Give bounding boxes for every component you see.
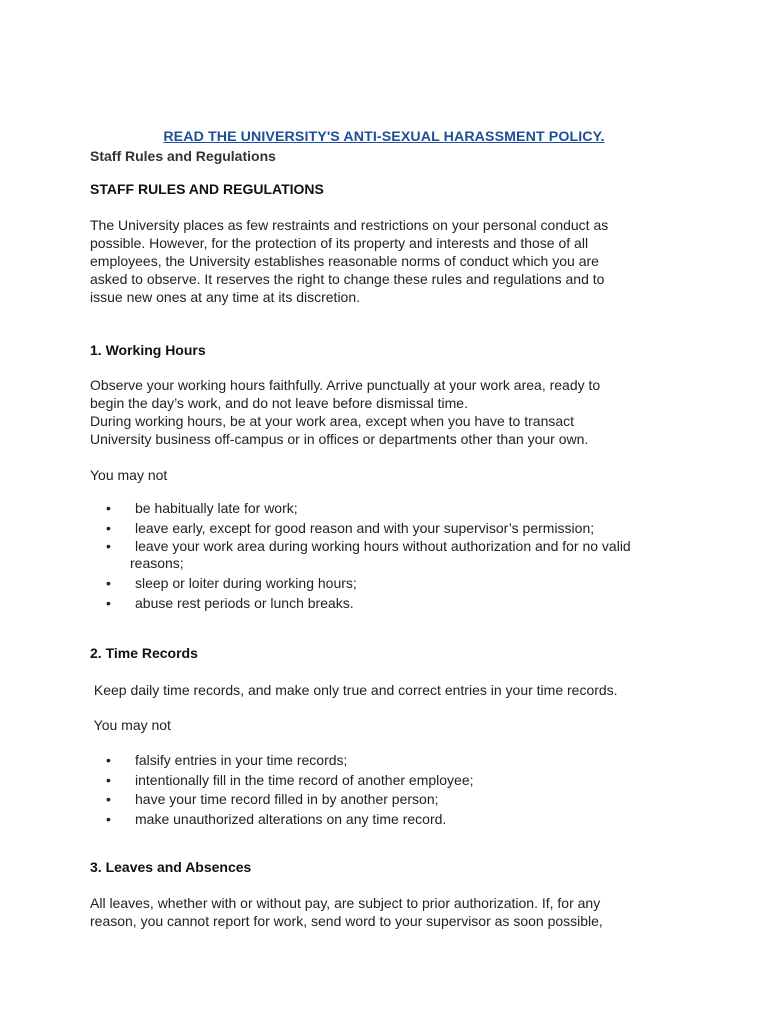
bullet-icon: • (106, 500, 111, 516)
bullet-icon: • (106, 791, 111, 807)
bullet-icon: • (106, 752, 111, 768)
section-heading-time-records: 2. Time Records (90, 645, 198, 661)
working-hours-bullet-list (90, 499, 631, 613)
bullet-icon: • (106, 538, 111, 554)
section-heading-leaves-absences: 3. Leaves and Absences (90, 859, 252, 875)
bullet-icon: • (106, 771, 111, 788)
list-item: • make unauthorized alterations on any time record. (90, 810, 474, 830)
anti-harassment-policy-link[interactable]: READ THE UNIVERSITY'S ANTI-SEXUAL HARASSMENT POLICY. (163, 129, 605, 145)
paragraph-line: Observe your working hours faithfully. Arrive punctually at your work area, ready to (90, 377, 601, 393)
leaves-paragraph (90, 894, 680, 930)
intro-paragraph (90, 216, 680, 306)
subheading: Staff Rules and Regulations (90, 148, 276, 164)
intro-line: possible. However, for the protection of its property and interests and those of all (90, 235, 589, 251)
bullet-icon: • (106, 810, 111, 827)
intro-line: issue new ones at any time at its discretion. (90, 289, 361, 305)
list-item: • intentionally fill in the time record of another employee; (90, 771, 474, 791)
list-item: • falsify entries in your time records; (90, 751, 474, 771)
paragraph-line: begin the day’s work, and do not leave before dismissal time. (90, 395, 468, 411)
paragraph-line: University business off-campus or in offices or departments other than your own. (90, 431, 589, 447)
intro-line: The University places as few restraints and restrictions on your personal conduct as (90, 217, 609, 233)
list-item: • have your time record filled in by another person; (90, 790, 474, 810)
list-item: • leave early, except for good reason and with your supervisor’s permission; (90, 519, 631, 539)
paragraph-line: reason, you cannot report for work, send word to your supervisor as soon possible, (90, 913, 603, 929)
time-records-paragraph: Keep daily time records, and make only true and correct entries in your time records. (90, 682, 618, 698)
list-item: • abuse rest periods or lunch breaks. (90, 594, 631, 614)
bullet-icon: • (106, 594, 111, 611)
section-heading-working-hours: 1. Working Hours (90, 342, 206, 358)
list-item: • be habitually late for work; (90, 499, 631, 519)
intro-line: asked to observe. It reserves the right to change these rules and regulations and to (90, 271, 605, 287)
bullet-icon: • (106, 519, 111, 536)
you-may-not-label: You may not (90, 717, 171, 733)
time-records-bullet-list (90, 751, 474, 829)
working-hours-paragraph (90, 376, 680, 448)
list-item: • sleep or loiter during working hours; (90, 574, 631, 594)
main-heading: STAFF RULES AND REGULATIONS (90, 181, 324, 197)
paragraph-line: During working hours, be at your work area, except when you have to transact (90, 413, 575, 429)
bullet-icon: • (106, 575, 111, 591)
paragraph-line: All leaves, whether with or without pay, are subject to prior authorization. If, for any (90, 895, 601, 911)
you-may-not-label: You may not (90, 467, 168, 483)
intro-line: employees, the University establishes reasonable norms of conduct which you are (90, 253, 599, 269)
list-item: • leave your work area during working hours without authorization and for no valid reasons; (106, 538, 631, 571)
